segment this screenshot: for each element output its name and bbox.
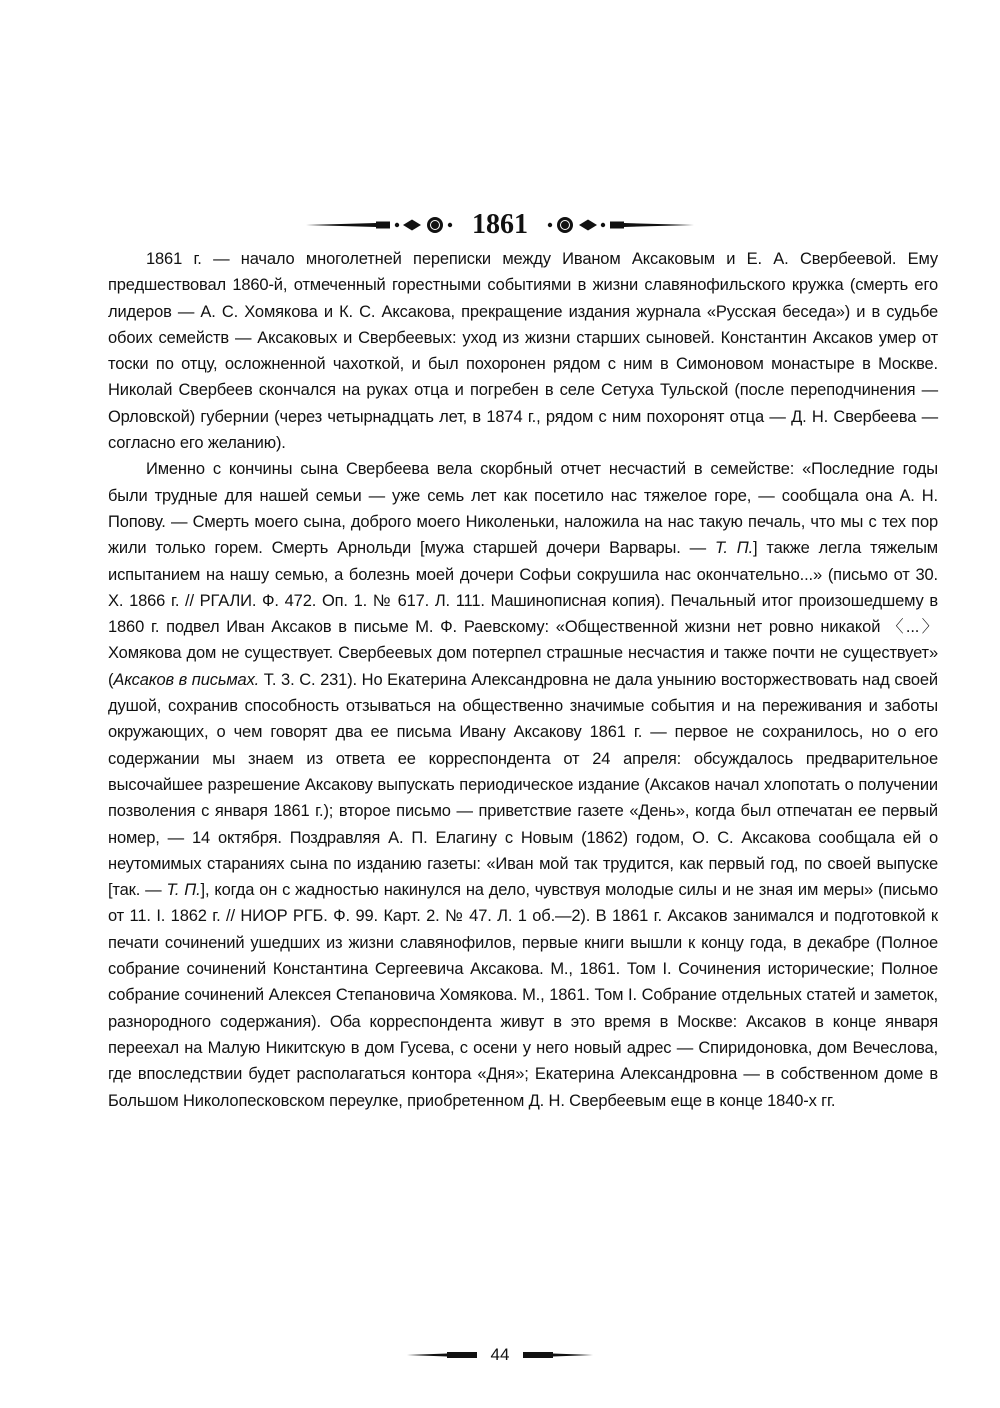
left-ornament-icon — [306, 215, 466, 235]
paragraph-1: 1861 г. — начало многолетней переписки между Иваном Аксаковым и Е. А. Свербеевой. Ему предшествовал 1860-й, отмеченный горестными событиями в жизни славянофильского кружка (смерть его лидеров — А. С. Хомякова и К. С. Аксакова, прекращение издания журнала «Русская беседа») и в судьбе обоих семейств — Аксаковых и Свербеевых: уход из жизни старших сыновей. Константин Аксаков умер от тоски по отцу, осложненной чахоткой, и был похоронен рядом с ним в Симоновом монастыре в Москве. Николай Свербеев скончался на руках отца и погребен в селе Сетуха Тульской (после переподчинения — Орловской) губернии (через четырнадцать лет, в 1874 г., рядом с ним похоронят отца — Д. Н. Свербеева — согласно его желанию). — [108, 250, 938, 453]
page-footer — [0, 1340, 1000, 1370]
text-segment: Именно с кончины сына Свербеева вела скорбный отчет несчастий в семействе: «Последние годы были трудные для нашей семьи — уже семь лет как посетило нас тяжелое горе, — сообщала она А. Н. Попову. — Смерть моего сына, доброго моего Николеньки, наложила на нас такую печаль, что мы с тех пор жили только горем. Смерть Арнольди [мужа старшей дочери Варвары. — — [108, 460, 938, 558]
chapter-heading — [0, 205, 1000, 245]
chapter-year: 1861 — [472, 209, 528, 240]
page-number: 44 — [490, 1345, 510, 1364]
source-title: Аксаков в письмах. — [113, 670, 260, 689]
left-folio-ornament-icon — [407, 1349, 477, 1361]
author-initials: Т. П. — [714, 539, 754, 558]
paragraph-2 — [108, 456, 938, 1113]
body-text — [108, 246, 938, 1114]
text-segment: Т. 3. С. 231). Но Екатерина Александровна не дала унынию восторжествовать над своей душой, сохранив способность отзываться на общественно значимые события и на переживания и заботы окружающих, о чем говорят два ее письма Ивану Аксакову 1861 г. — первое не сохранилось, но о его содержании мы знаем из ответа ее корреспондента от 24 апреля: обсуждалось предварительное высочайшее разрешение Аксакову выпускать периодическое издание (Аксаков начал хлопотать о получении позволения с января 1861 г.); второе письмо — приветствие газете «День», когда был отпечатан ее первый номер, — 14 октября. Поздравляя А. П. Елагину с Новым (1862) годом, О. С. Аксакова сообщала ей о неутомимых стараниях сына по изданию газеты: «Иван мой так трудится, как первый год, по своей выпуске [так. — — [108, 670, 938, 900]
text-segment: ], когда он с жадностью накинулся на дело, чувствуя молодые силы и не зная им меры» (письмо от 11. I. 1862 г. // НИОР РГБ. Ф. 99. Карт. 2. № 47. Л. 1 об.—2). В 1861 г. Аксаков занимался и подготовкой к печати сочинений ушедших из жизни славянофилов, первые книги вышли к концу года, в декабре (Полное собрание сочинений Константина Сергеевича Аксакова. М., 1861. Том I. Сочинения исторические; Полное собрание сочинений Алексея Степановича Хомякова. М., 1861. Том I. Собрание отдельных статей и заметок, разнородного содержания). Оба корреспондента живут в это время в Москве: Аксаков в конце января переехал на Малую Никитскую в дом Гусева, с осени у него новый адрес — Спиридоновка, дом Вечеслова, где впоследствии будет располагаться контора «Дня»; Екатерина Александровна — в собственном доме в Большом Николопесковском переулке, приобретенном Д. Н. Свербеевым еще в конце 1840-х гг. — [108, 881, 938, 1110]
right-folio-ornament-icon — [523, 1349, 593, 1361]
text-segment: ] также легла тяжелым испытанием на нашу семью, а болезнь моей дочери Софьи сокрушила нас окончательно...» (письмо от 30. X. 1866 г. // РГАЛИ. Ф. 472. Оп. 1. № 617. Л. 111. Машинописная копия). Печальный итог произошедшему в 1860 г. подвел Иван Аксаков в письме М. Ф. Раевскому: «Общественной жизни нет ровно никакой 〈...〉 Хомякова дом не существует. Свербеевых дом потерпел страшные несчастия и также почти не существует» ( — [108, 539, 938, 689]
author-initials: Т. П. — [166, 881, 201, 900]
right-ornament-icon — [534, 215, 694, 235]
